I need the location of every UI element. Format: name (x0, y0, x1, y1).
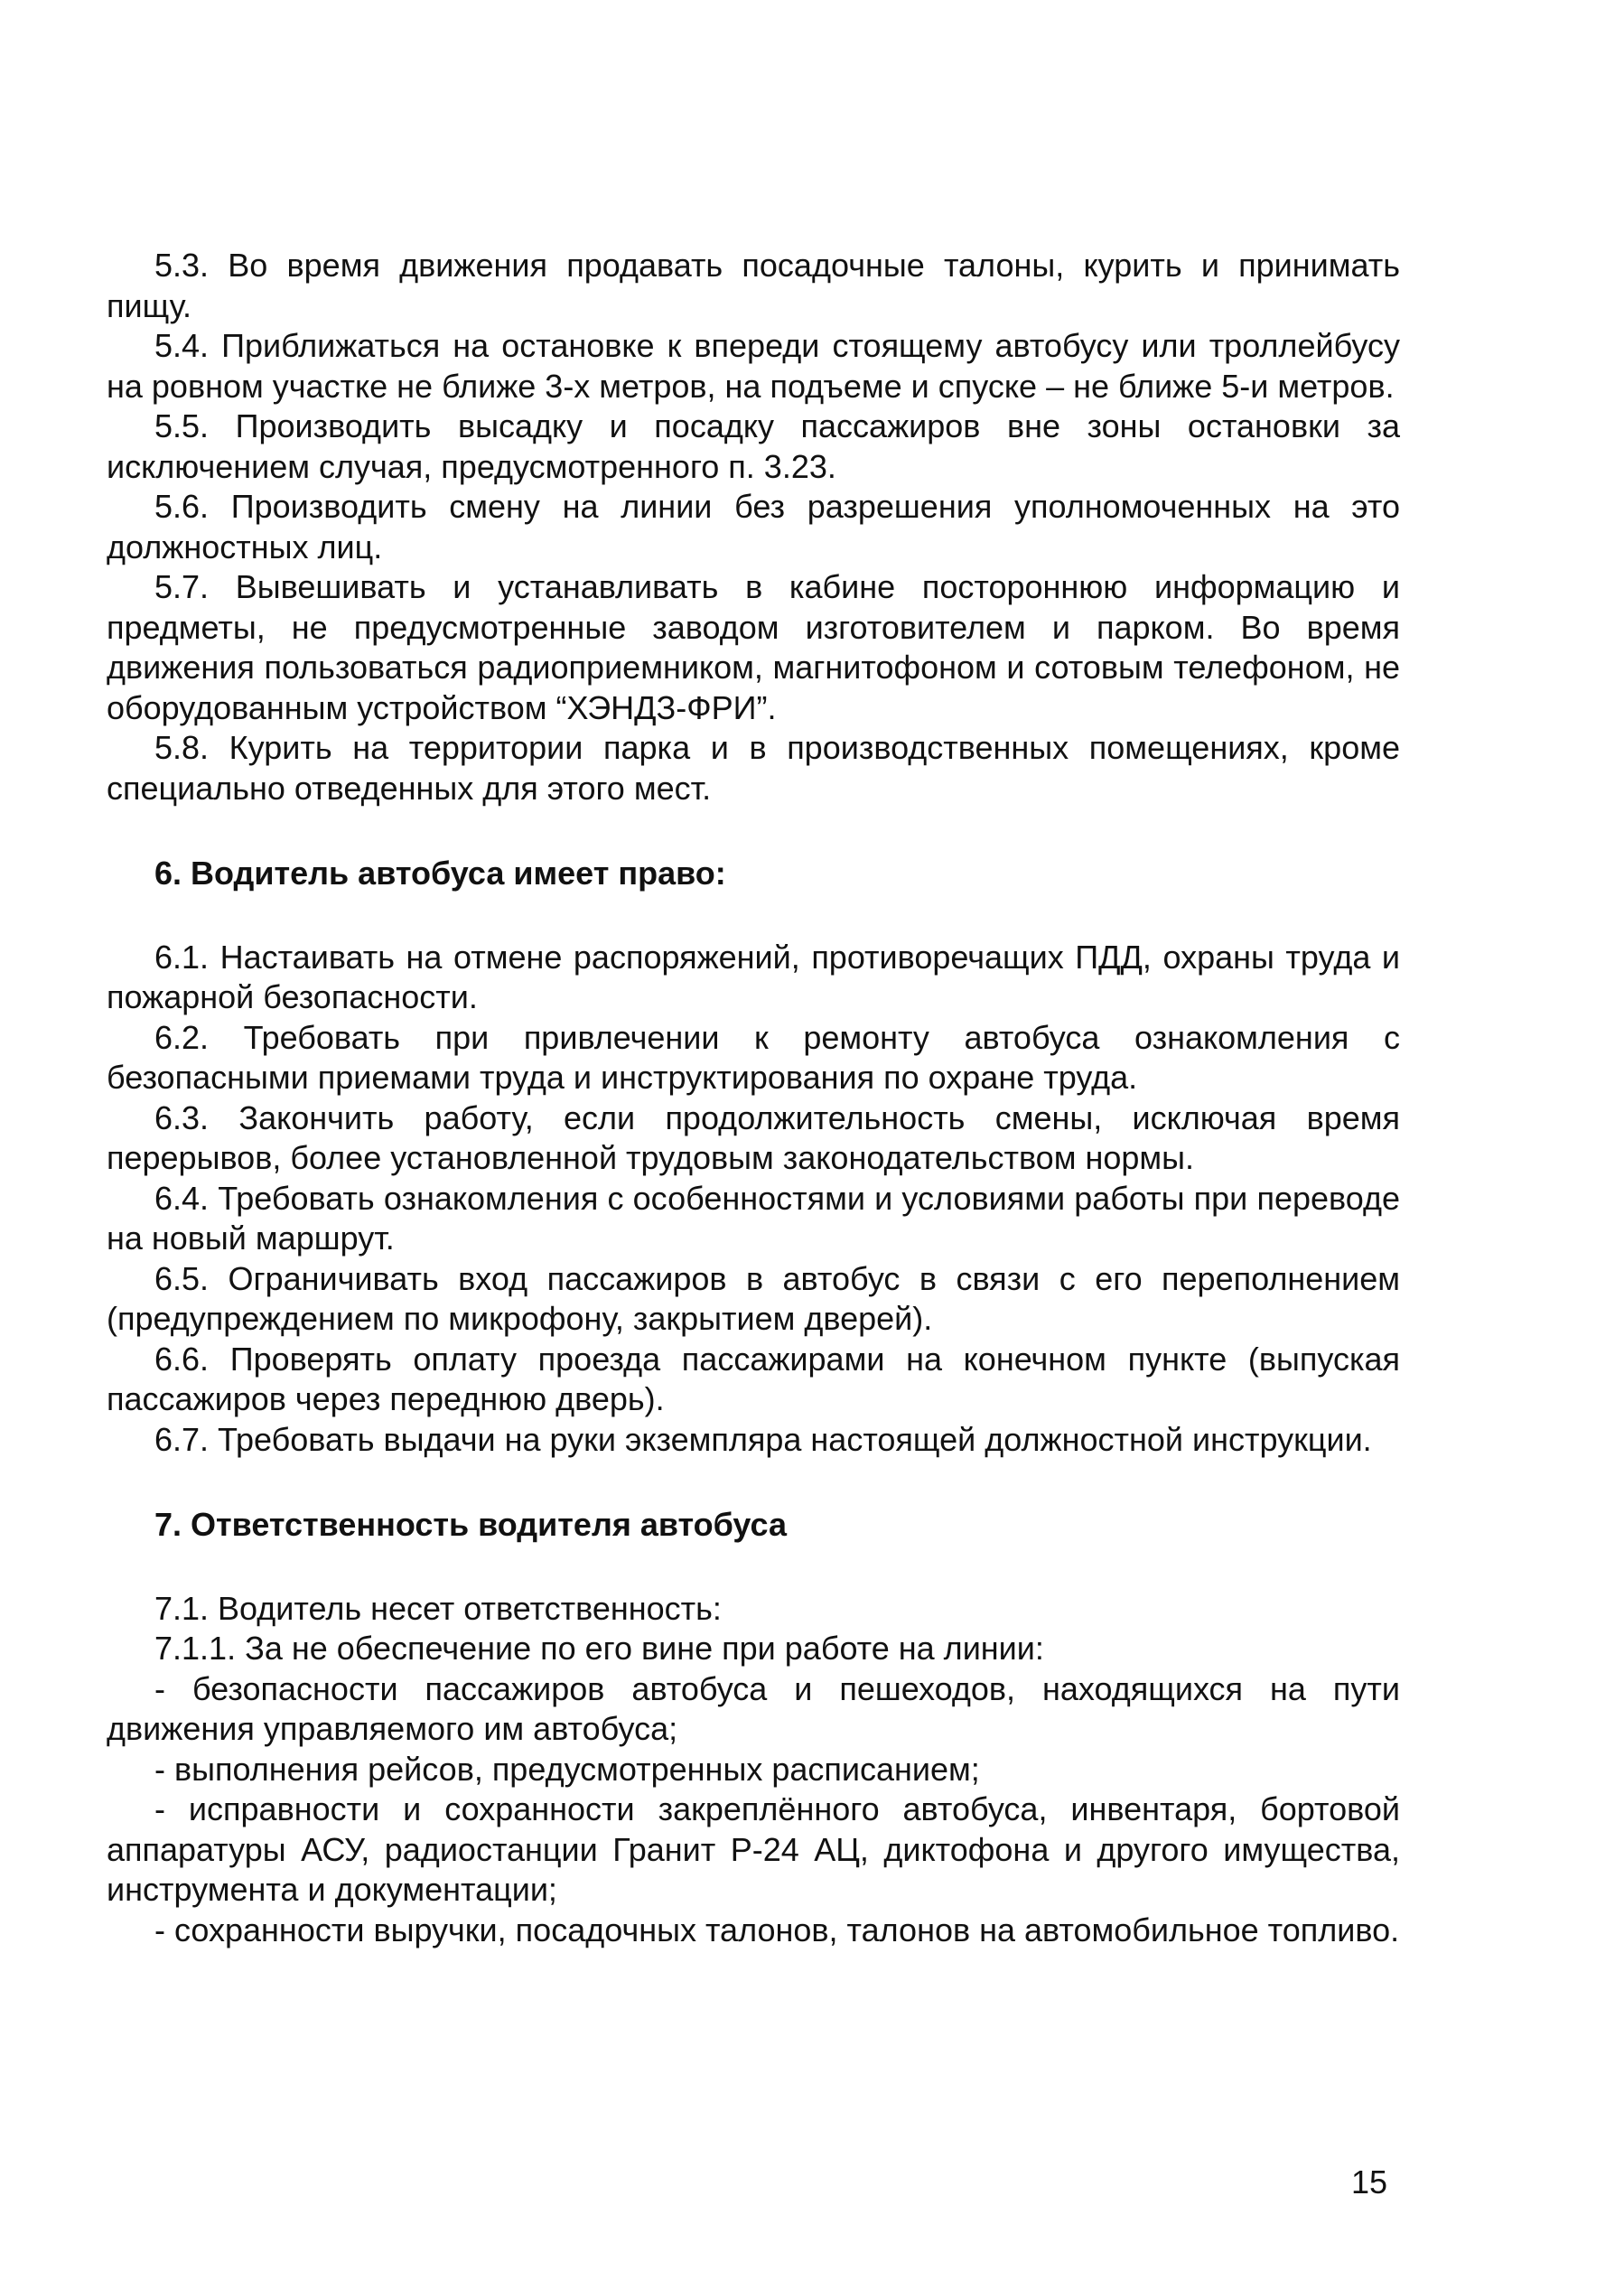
item-5-8: 5.8. Курить на территории парка и в производственных помещениях, кроме специально отведенных для этого мест. (107, 729, 1400, 807)
section-7-heading: 7. Ответственность водителя автобуса (154, 1506, 788, 1543)
item-6-4: 6.4. Требовать ознакомления с особенностями и условиями работы при переводе на новый маршрут. (107, 1179, 1400, 1257)
page-number: 15 (1351, 2163, 1388, 2201)
section-6-heading: 6. Водитель автобуса имеет право: (154, 855, 726, 892)
item-6-3: 6.3. Закончить работу, если продолжительность смены, исключая время перерывов, более установленной трудовым законодательством нормы. (107, 1098, 1400, 1176)
item-6-6: 6.6. Проверять оплату проезда пассажирами на конечном пункте (выпуская пассажиров через переднюю дверь). (107, 1340, 1400, 1417)
page-content (107, 246, 1400, 1950)
item-5-3: 5.3. Во время движения продавать посадочные талоны, курить и принимать пищу. (107, 247, 1400, 324)
item-5-7: 5.7. Вывешивать и устанавливать в кабине постороннюю информацию и предметы, не предусмотренные заводом изготовителем и парком. Во время движения пользоваться радиоприемником, магнитофоном и сотовым телефоном, не оборудованным устройством “ХЭНДЗ-ФРИ”. (107, 568, 1400, 726)
item-6-1: 6.1. Настаивать на отмене распоряжений, противоречащих ПДД, охраны труда и пожарной безопасности. (107, 938, 1400, 1015)
item-6-7: 6.7. Требовать выдачи на руки экземпляра настоящей должностной инструкции. (154, 1420, 1372, 1458)
item-5-6: 5.6. Производить смену на линии без разрешения уполномоченных на это должностных лиц. (107, 488, 1400, 565)
list-item-revenue: - сохранности выручки, посадочных талонов, талонов на автомобильное топливо. (154, 1911, 1400, 1948)
item-7-1-1: 7.1.1. За не обеспечение по его вине при работе на линии: (154, 1630, 1044, 1667)
item-7-1: 7.1. Водитель несет ответственность: (154, 1589, 722, 1627)
item-6-5: 6.5. Ограничивать вход пассажиров в автобус в связи с его переполнением (предупреждением по микрофону, закрытием дверей). (107, 1259, 1400, 1337)
item-6-2: 6.2. Требовать при привлечении к ремонту автобуса ознакомления с безопасными приемами труда и инструктирования по охране труда. (107, 1018, 1400, 1096)
item-5-4: 5.4. Приближаться на остановке к впереди стоящему автобусу или троллейбусу на ровном участке не ближе 3-х метров, на подъеме и спуске – не ближе 5-и метров. (107, 327, 1400, 405)
list-item-passenger-safety: - безопасности пассажиров автобуса и пешеходов, находящихся на пути движения управляемого им автобуса; (107, 1669, 1400, 1747)
list-item-schedule: - выполнения рейсов, предусмотренных расписанием; (154, 1750, 980, 1788)
item-5-5: 5.5. Производить высадку и посадку пассажиров вне зоны остановки за исключением случая, предусмотренного п. 3.23. (107, 407, 1400, 485)
list-item-property: - исправности и сохранности закреплённого автобуса, инвентаря, бортовой аппаратуры АСУ, радиостанции Гранит Р-24 АЦ, диктофона и другого имущества, инструмента и документации; (107, 1790, 1400, 1908)
